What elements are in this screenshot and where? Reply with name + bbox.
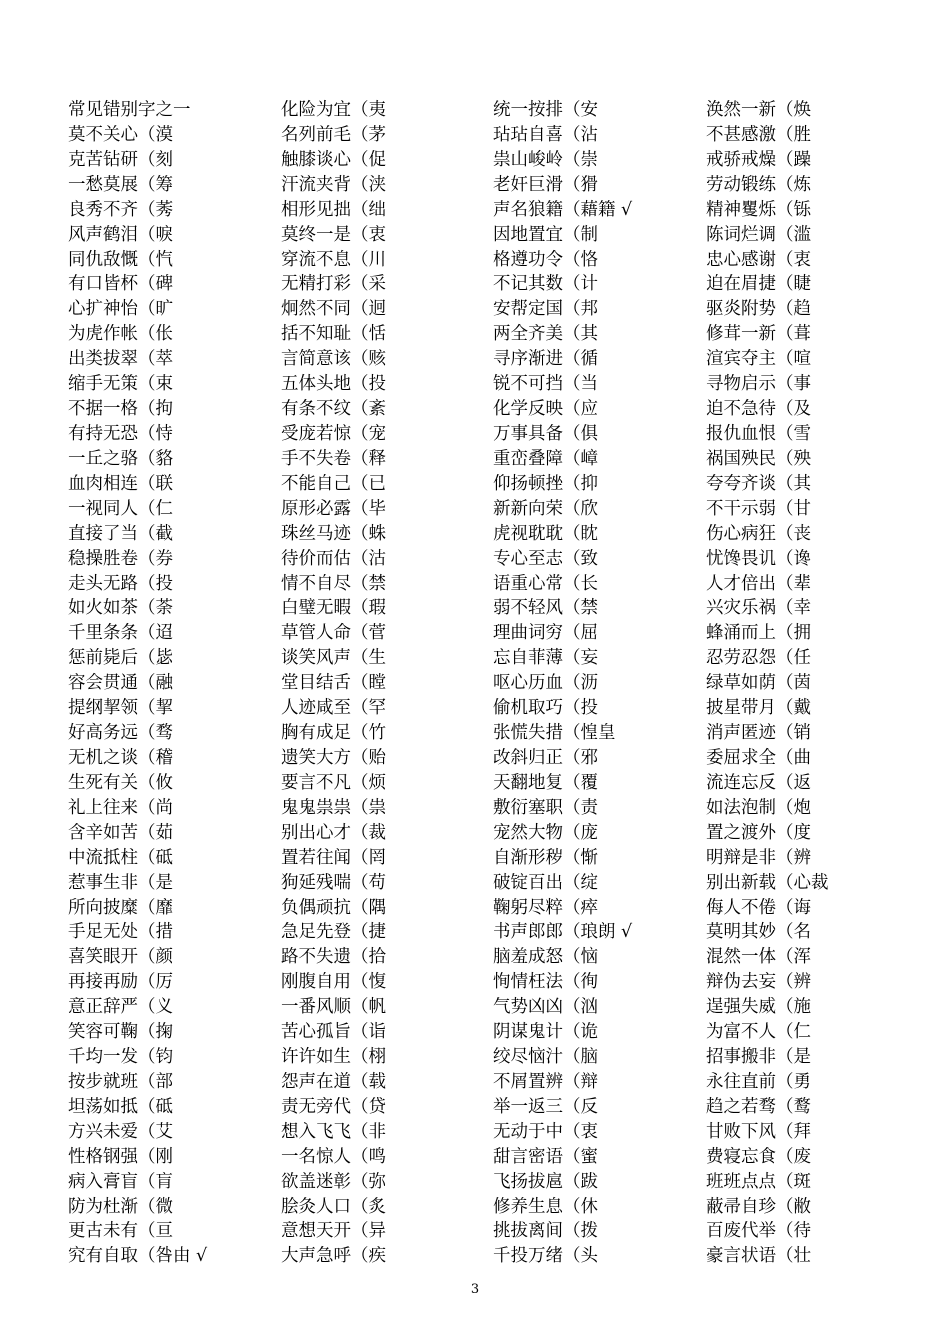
word-entry: 意正辞严（义 (68, 997, 173, 1018)
word-entry: 辩伪去妄（辨 (706, 972, 811, 993)
word-entry: 性格钢强（刚 (68, 1146, 173, 1167)
word-entry: 千均一发（钧 (68, 1047, 173, 1068)
word-entry: 无精打彩（采 (281, 274, 386, 295)
word-entry: 万事具备（俱 (493, 423, 598, 444)
word-entry: 理曲词穷（屈 (493, 623, 598, 644)
word-entry: 括不知耻（恬 (281, 324, 386, 345)
word-entry: 有条不纹（紊 (281, 399, 386, 420)
word-entry: 甘败下风（拜 (706, 1121, 811, 1142)
word-entry: 破锭百出（绽 (493, 872, 598, 893)
word-entry: 含辛如苦（茹 (68, 822, 173, 843)
word-entry: 一愁莫展（筹 (68, 174, 173, 195)
word-entry: 触膝谈心（促 (281, 149, 386, 170)
word-entry: 如法泡制（炮 (706, 797, 811, 818)
word-entry: 专心至志（致 (493, 548, 598, 569)
word-entry: 安帮定国（邦 (493, 299, 598, 320)
word-column-1 (68, 98, 278, 1269)
word-entry: 不屑置辨（辩 (493, 1071, 598, 1092)
word-entry: 置若往闻（罔 (281, 847, 386, 868)
word-entry: 夸夸齐谈（其 (706, 473, 811, 494)
word-entry: 良秀不齐（莠 (68, 199, 173, 220)
word-entry: 礼上往来（尚 (68, 797, 173, 818)
word-entry: 汗流夹背（浃 (281, 174, 386, 195)
word-entry: 呕心历血（沥 (493, 673, 598, 694)
word-column-4 (706, 98, 916, 1269)
word-entry: 班班点点（斑 (706, 1171, 811, 1192)
word-entry: 中流抵柱（砥 (68, 847, 173, 868)
word-entry: 按步就班（部 (68, 1071, 173, 1092)
word-entry: 人才倍出（辈 (706, 573, 811, 594)
word-entry: 语重心常（长 (493, 573, 598, 594)
word-entry: 无动于中（衷 (493, 1121, 598, 1142)
word-entry: 意想天开（异 (281, 1221, 386, 1242)
word-entry: 挑拔离间（拨 (493, 1221, 598, 1242)
word-entry: 同仇敌慨（忾 (68, 249, 173, 270)
word-entry: 锐不可挡（当 (493, 374, 598, 395)
word-entry: 两全齐美（其 (493, 324, 598, 345)
word-entry: 消声匿迹（销 (706, 723, 811, 744)
word-column-2 (281, 98, 491, 1269)
word-entry: 阴谋鬼计（诡 (493, 1022, 598, 1043)
word-entry: 敷衍塞职（责 (493, 797, 598, 818)
word-entry: 遗笑大方（贻 (281, 747, 386, 768)
word-entry: 甜言密语（蜜 (493, 1146, 598, 1167)
word-entry: 祸国殃民（殃 (706, 448, 811, 469)
word-entry: 为虎作帐（伥 (68, 324, 173, 345)
word-entry: 新新向荣（欣 (493, 498, 598, 519)
word-entry: 出类拔翠（萃 (68, 349, 173, 370)
word-entry: 一番风顺（帆 (281, 997, 386, 1018)
word-entry: 百废代举（待 (706, 1221, 811, 1242)
word-entry: 迫在眉捷（睫 (706, 274, 811, 295)
word-entry: 相形见拙（绌 (281, 199, 386, 220)
word-entry: 明辩是非（辨 (706, 847, 811, 868)
word-entry: 不记其数（计 (493, 274, 598, 295)
word-entry: 草管人命（菅 (281, 623, 386, 644)
word-entry: 流连忘反（返 (706, 772, 811, 793)
word-entry: 弱不轻风（禁 (493, 598, 598, 619)
word-entry: 寻物启示（事 (706, 374, 811, 395)
word-entry: 忘自菲薄（妄 (493, 648, 598, 669)
word-entry: 修茸一新（葺 (706, 324, 811, 345)
word-entry: 好高务远（骛 (68, 723, 173, 744)
word-entry: 炯然不同（迥 (281, 299, 386, 320)
word-entry: 坦荡如抵（砥 (68, 1096, 173, 1117)
word-entry: 怨声在道（载 (281, 1071, 386, 1092)
word-entry: 五体头地（投 (281, 374, 386, 395)
word-entry: 偷机取巧（投 (493, 698, 598, 719)
word-entry: 大声急呼（疾 (281, 1246, 386, 1267)
word-entry: 脍灸人口（炙 (281, 1196, 386, 1217)
word-entry: 改斜归正（邪 (493, 747, 598, 768)
word-entry: 手不失卷（释 (281, 448, 386, 469)
word-entry: 招事搬非（是 (706, 1047, 811, 1068)
word-entry: 病入膏盲（肓 (68, 1171, 173, 1192)
word-entry: 忧馋畏讥（谗 (706, 548, 811, 569)
word-entry: 侮人不倦（诲 (706, 897, 811, 918)
word-entry: 情不自尽（禁 (281, 573, 386, 594)
word-entry: 惹事生非（是 (68, 872, 173, 893)
word-entry: 蜂涌而上（拥 (706, 623, 811, 644)
word-entry: 负偶顽抗（隅 (281, 897, 386, 918)
word-entry: 珠丝马迹（蛛 (281, 523, 386, 544)
word-entry: 方兴未爱（艾 (68, 1121, 173, 1142)
word-entry: 胸有成足（竹 (281, 723, 386, 744)
word-entry: 陈词烂调（滥 (706, 224, 811, 245)
word-entry: 修养生息（休 (493, 1196, 598, 1217)
word-entry: 混然一体（浑 (706, 947, 811, 968)
word-entry: 绞尽恼汁（脑 (493, 1047, 598, 1068)
word-entry: 许许如生（栩 (281, 1047, 386, 1068)
word-entry: 风声鹤泪（唳 (68, 224, 173, 245)
word-entry: 想入飞飞（非 (281, 1121, 386, 1142)
word-entry: 为富不人（仁 (706, 1022, 811, 1043)
word-entry: 格遵功令（恪 (493, 249, 598, 270)
word-entry: 急足先登（捷 (281, 922, 386, 943)
word-entry: 统一按排（安 (493, 100, 598, 120)
word-entry: 欲盖迷彰（弥 (281, 1171, 386, 1192)
word-entry: 心扩神怡（旷 (68, 299, 173, 320)
word-entry: 举一返三（反 (493, 1096, 598, 1117)
word-entry: 迫不急待（及 (706, 399, 811, 420)
word-entry: 涣然一新（焕 (706, 100, 811, 120)
word-entry: 声名狼籍（藉籍 √ (493, 199, 633, 220)
word-entry: 自渐形秽（惭 (493, 847, 598, 868)
word-entry: 劳动锻练（炼 (706, 174, 811, 195)
word-entry: 戒骄戒燥（躁 (706, 149, 811, 170)
word-entry: 张慌失措（惶皇 (493, 723, 616, 744)
word-entry: 不能自己（已 (281, 473, 386, 494)
word-entry: 别出新载（心裁 (706, 872, 829, 893)
word-entry: 伤心病狂（丧 (706, 523, 811, 544)
word-entry: 因地置宜（制 (493, 224, 598, 245)
word-entry: 常见错别字之一 (68, 100, 191, 120)
word-entry: 白璧无暇（瑕 (281, 598, 386, 619)
word-entry: 置之渡外（度 (706, 822, 811, 843)
word-entry: 虎视耽耽（眈 (493, 523, 598, 544)
word-entry: 刚腹自用（愎 (281, 972, 386, 993)
word-entry: 报仇血恨（雪 (706, 423, 811, 444)
word-entry: 不甚感激（胜 (706, 124, 811, 145)
word-entry: 有口皆杯（碑 (68, 274, 173, 295)
word-entry: 血肉相连（联 (68, 473, 173, 494)
word-entry: 言简意该（赅 (281, 349, 386, 370)
word-entry: 有持无恐（恃 (68, 423, 173, 444)
word-entry: 原形必露（毕 (281, 498, 386, 519)
word-entry: 一名惊人（鸣 (281, 1146, 386, 1167)
page-number: 3 (470, 1282, 480, 1297)
word-entry: 化学反映（应 (493, 399, 598, 420)
word-entry: 精神矍烁（铄 (706, 199, 811, 220)
word-entry: 不干示弱（甘 (706, 498, 811, 519)
word-entry: 路不失遗（拾 (281, 947, 386, 968)
word-entry: 莫终一是（衷 (281, 224, 386, 245)
word-entry: 名列前毛（茅 (281, 124, 386, 145)
word-entry: 天翻地复（覆 (493, 772, 598, 793)
word-entry: 缩手无策（束 (68, 374, 173, 395)
word-entry: 再接再励（厉 (68, 972, 173, 993)
word-entry: 逞强失威（施 (706, 997, 811, 1018)
word-entry: 苦心孤旨（诣 (281, 1022, 386, 1043)
word-entry: 不据一格（拘 (68, 399, 173, 420)
word-entry: 蔽帚自珍（敝 (706, 1196, 811, 1217)
word-entry: 一丘之骆（貉 (68, 448, 173, 469)
word-entry: 走头无路（投 (68, 573, 173, 594)
word-entry: 直接了当（截 (68, 523, 173, 544)
word-entry: 受庞若惊（宠 (281, 423, 386, 444)
word-entry: 克苦钻研（刻 (68, 149, 173, 170)
word-entry: 狗延残喘（苟 (281, 872, 386, 893)
word-entry: 玷玷自喜（沾 (493, 124, 598, 145)
word-entry: 人迹咸至（罕 (281, 698, 386, 719)
word-entry: 别出心才（裁 (281, 822, 386, 843)
word-entry: 责无旁代（贷 (281, 1096, 386, 1117)
word-entry: 飞扬拔扈（跋 (493, 1171, 598, 1192)
word-entry: 容会贯通（融 (68, 673, 173, 694)
word-entry: 鞠躬尽粹（瘁 (493, 897, 598, 918)
word-entry: 忠心感谢（衷 (706, 249, 811, 270)
word-entry: 仰扬顿挫（抑 (493, 473, 598, 494)
word-entry: 莫不关心（漠 (68, 124, 173, 145)
word-entry: 待价而估（沽 (281, 548, 386, 569)
word-entry: 老奸巨滑（猾 (493, 174, 598, 195)
word-entry: 书声郎郎（琅朗 √ (493, 922, 633, 943)
word-entry: 稳操胜卷（券 (68, 548, 173, 569)
word-entry: 费寝忘食（废 (706, 1146, 811, 1167)
word-entry: 喜笑眼开（颜 (68, 947, 173, 968)
word-entry: 恂情枉法（徇 (493, 972, 598, 993)
word-entry: 永往直前（勇 (706, 1071, 811, 1092)
word-entry: 驱炎附势（趋 (706, 299, 811, 320)
word-entry: 千里条条（迢 (68, 623, 173, 644)
word-entry: 忍劳忍怨（任 (706, 648, 811, 669)
word-entry: 寻序渐进（循 (493, 349, 598, 370)
word-entry: 兴灾乐祸（幸 (706, 598, 811, 619)
word-entry: 祟山峻岭（崇 (493, 149, 598, 170)
word-entry: 提纲挈领（挈 (68, 698, 173, 719)
word-entry: 惩前毙后（毖 (68, 648, 173, 669)
word-entry: 鬼鬼祟祟（祟 (281, 797, 386, 818)
word-entry: 无机之谈（稽 (68, 747, 173, 768)
word-entry: 手足无处（措 (68, 922, 173, 943)
word-entry: 笑容可鞠（掬 (68, 1022, 173, 1043)
word-entry: 千投万绪（头 (493, 1246, 598, 1267)
word-entry: 堂目结舌（瞠 (281, 673, 386, 694)
word-entry: 防为杜渐（微 (68, 1196, 173, 1217)
word-entry: 趋之若骛（鹜 (706, 1096, 811, 1117)
word-column-3 (493, 98, 703, 1269)
word-entry: 莫明其妙（名 (706, 922, 811, 943)
word-entry: 生死有关（攸 (68, 772, 173, 793)
word-entry: 如火如茶（荼 (68, 598, 173, 619)
word-entry: 谈笑风声（生 (281, 648, 386, 669)
word-entry: 披星带月（戴 (706, 698, 811, 719)
word-entry: 脑羞成怒（恼 (493, 947, 598, 968)
word-entry: 究有自取（咎由 √ (68, 1246, 208, 1267)
word-entry: 要言不凡（烦 (281, 772, 386, 793)
word-entry: 一视同人（仁 (68, 498, 173, 519)
word-entry: 豪言状语（壮 (706, 1246, 811, 1267)
word-entry: 绿草如荫（茵 (706, 673, 811, 694)
word-entry: 化险为宜（夷 (281, 100, 386, 120)
word-entry: 委屈求全（曲 (706, 747, 811, 768)
word-entry: 宠然大物（庞 (493, 822, 598, 843)
word-entry: 所向披糜（靡 (68, 897, 173, 918)
word-entry: 气势凶凶（汹 (493, 997, 598, 1018)
word-entry: 渲宾夺主（喧 (706, 349, 811, 370)
word-entry: 更古未有（亘 (68, 1221, 173, 1242)
word-entry: 穿流不息（川 (281, 249, 386, 270)
word-entry: 重峦叠障（嶂 (493, 448, 598, 469)
